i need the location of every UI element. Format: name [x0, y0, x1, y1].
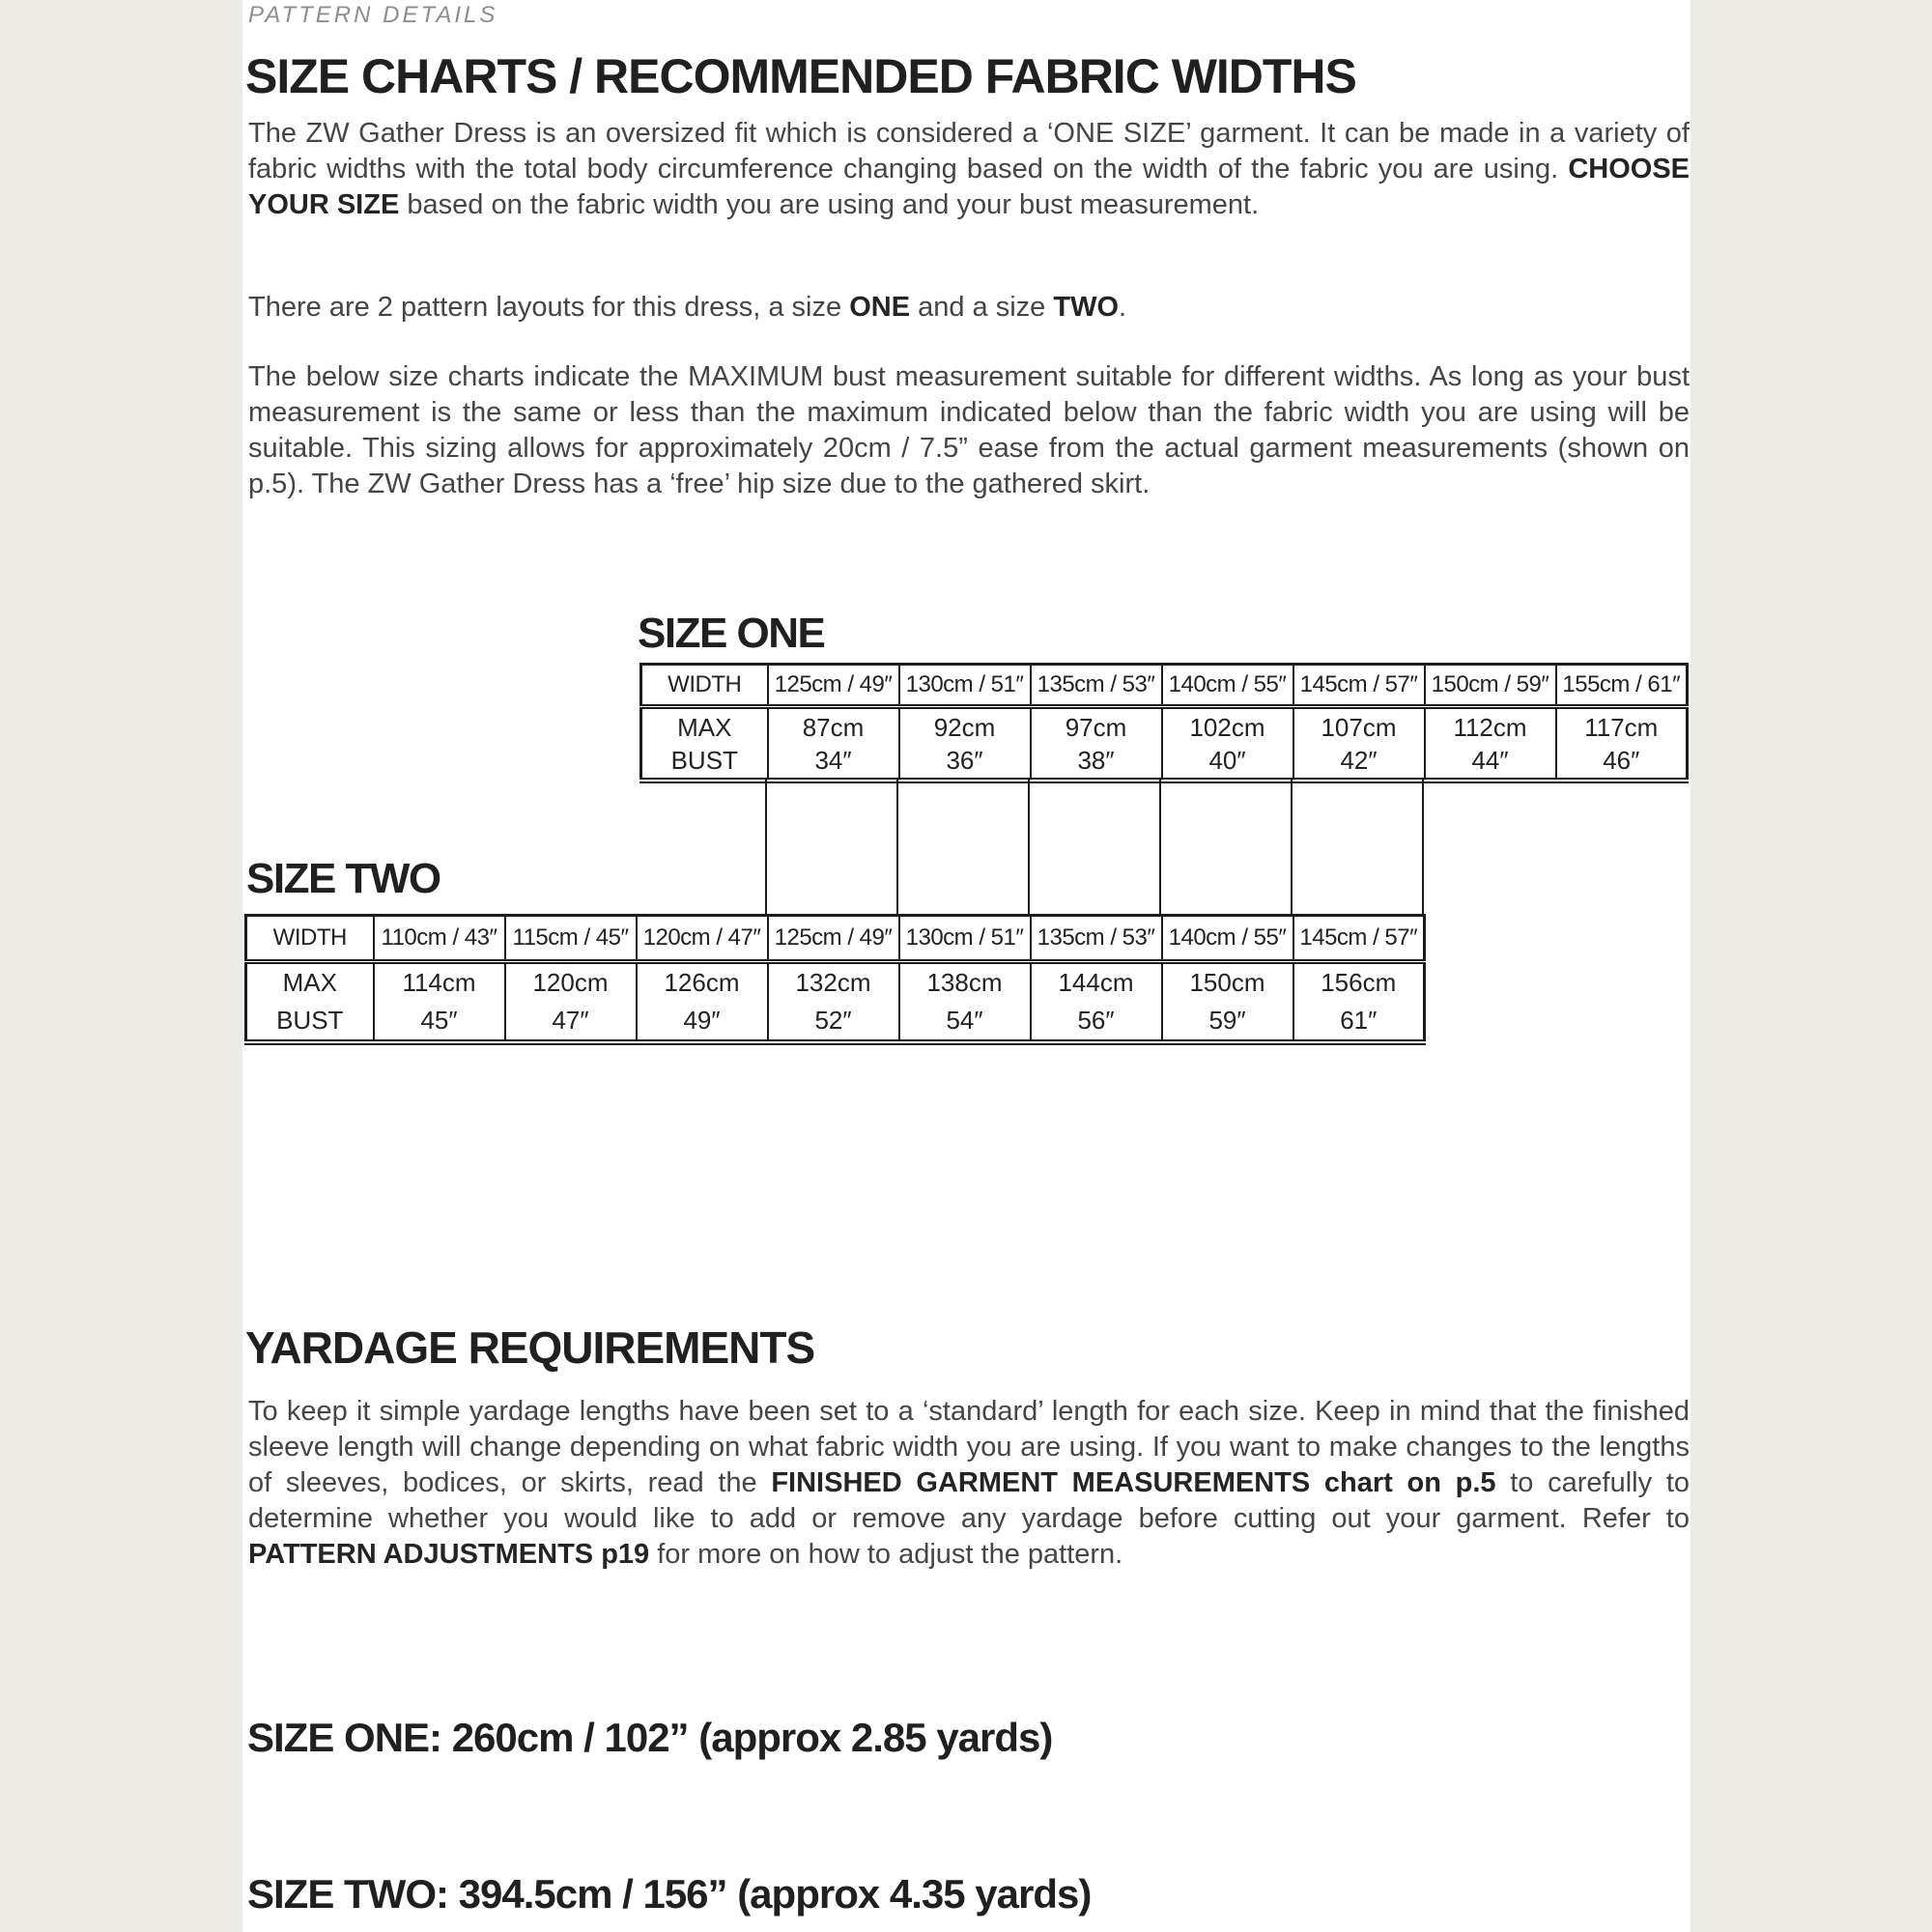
document-page — [242, 0, 1690, 1932]
size-one-max-bust-cell — [1425, 707, 1556, 781]
max-bust-cm: 112cm — [1453, 712, 1527, 742]
kicker-label: PATTERN DETAILS — [248, 2, 498, 28]
max-bust-cm: 114cm — [402, 968, 476, 997]
table-connector-line — [1159, 779, 1161, 915]
max-bust-in: 38″ — [1077, 745, 1115, 775]
size-two-width-cell: 140cm / 55″ — [1162, 916, 1293, 962]
size-one-max-bust-cell — [1293, 707, 1425, 781]
size-two-max-bust-cell — [374, 962, 505, 1043]
max-bust-in: 47″ — [552, 1006, 589, 1035]
max-bust-cm: 92cm — [933, 712, 996, 742]
max-label: MAX — [677, 712, 732, 742]
max-bust-in: 49″ — [683, 1006, 721, 1035]
max-bust-in: 45″ — [420, 1006, 458, 1035]
size-one-width-cell: 145cm / 57″ — [1293, 665, 1425, 707]
size-one-width-cell: 130cm / 51″ — [899, 665, 1031, 707]
yardage-heading: YARDAGE REQUIREMENTS — [245, 1322, 815, 1373]
size-one-width-cell: 155cm / 61″ — [1556, 665, 1688, 707]
size-one-max-bust-row — [641, 707, 1688, 781]
bust-label: BUST — [670, 745, 738, 775]
size-one-width-cell: 150cm / 59″ — [1425, 665, 1556, 707]
page-title: SIZE CHARTS / RECOMMENDED FABRIC WIDTHS — [245, 49, 1356, 103]
table-connector-line — [765, 779, 767, 915]
size-two-width-cell: 120cm / 47″ — [637, 916, 768, 962]
size-two-max-bust-cell — [1293, 962, 1425, 1043]
max-bust-in: 46″ — [1603, 745, 1640, 775]
size-two-max-bust-label — [246, 962, 374, 1043]
table-connector-line — [896, 779, 898, 915]
table-connector-line — [1028, 779, 1030, 915]
size-two-max-bust-cell — [1162, 962, 1293, 1043]
max-bust-in: 59″ — [1208, 1006, 1246, 1035]
max-bust-cm: 156cm — [1321, 968, 1397, 997]
size-one-width-label: WIDTH — [641, 665, 768, 707]
size-two-max-bust-row — [246, 962, 1425, 1043]
size-one-width-cell: 125cm / 49″ — [768, 665, 899, 707]
size-two-max-bust-cell — [637, 962, 768, 1043]
intro-paragraph-2: There are 2 pattern layouts for this dress, a size ONE and a size TWO. — [248, 292, 1127, 323]
size-two-width-label: WIDTH — [246, 916, 374, 962]
max-bust-in: 36″ — [946, 745, 983, 775]
size-two-width-cell: 145cm / 57″ — [1293, 916, 1425, 962]
size-one-max-bust-label — [641, 707, 768, 781]
bust-label: BUST — [276, 1006, 344, 1035]
size-one-max-bust-cell — [1162, 707, 1293, 781]
intro-paragraph-1: The ZW Gather Dress is an oversized fit which is considered a ‘ONE SIZE’ garment. It can be made in a variety of fabric widths with the total body circumference changing based on the width of the fabric you are using. CHOOSE YOUR SIZE based on the fabric width you are using and your bust measurement. — [248, 118, 1690, 220]
max-bust-cm: 87cm — [802, 712, 865, 742]
size-one-max-bust-cell — [1556, 707, 1688, 781]
max-bust-cm: 150cm — [1189, 968, 1265, 997]
max-bust-cm: 117cm — [1584, 712, 1659, 742]
size-one-max-bust-cell — [768, 707, 899, 781]
size-two-max-bust-cell — [768, 962, 899, 1043]
size-two-width-cell: 130cm / 51″ — [899, 916, 1031, 962]
max-bust-cm: 97cm — [1065, 712, 1127, 742]
size-two-table — [244, 914, 1426, 1045]
size-one-max-bust-cell — [1031, 707, 1162, 781]
size-two-max-bust-cell — [505, 962, 637, 1043]
size-one-table — [639, 663, 1689, 783]
size-one-width-cell: 135cm / 53″ — [1031, 665, 1162, 707]
size-two-width-row — [246, 916, 1425, 962]
max-bust-in: 42″ — [1340, 745, 1378, 775]
size-two-width-cell: 110cm / 43″ — [374, 916, 505, 962]
max-bust-in: 44″ — [1471, 745, 1509, 775]
max-bust-cm: 120cm — [532, 968, 609, 997]
max-bust-in: 54″ — [946, 1006, 983, 1035]
max-bust-in: 61″ — [1340, 1006, 1378, 1035]
max-bust-cm: 126cm — [664, 968, 740, 997]
max-bust-in: 34″ — [814, 745, 852, 775]
max-bust-cm: 102cm — [1189, 712, 1265, 742]
max-bust-cm: 138cm — [926, 968, 1003, 997]
size-two-width-cell: 125cm / 49″ — [768, 916, 899, 962]
max-bust-in: 40″ — [1208, 745, 1246, 775]
size-one-width-cell: 140cm / 55″ — [1162, 665, 1293, 707]
max-label: MAX — [282, 968, 337, 997]
size-one-heading: SIZE ONE — [638, 610, 825, 657]
size-two-max-bust-cell — [899, 962, 1031, 1043]
max-bust-cm: 132cm — [795, 968, 871, 997]
table-connector-line — [1291, 779, 1293, 915]
size-two-heading: SIZE TWO — [246, 855, 440, 902]
size-two-width-cell: 135cm / 53″ — [1031, 916, 1162, 962]
max-bust-cm: 144cm — [1058, 968, 1134, 997]
size-one-max-bust-cell — [899, 707, 1031, 781]
size-two-yardage-total: SIZE TWO: 394.5cm / 156” (approx 4.35 yards) — [247, 1871, 1092, 1917]
size-one-width-row — [641, 665, 1688, 707]
size-one-yardage-total: SIZE ONE: 260cm / 102” (approx 2.85 yards) — [247, 1715, 1053, 1760]
max-bust-in: 56″ — [1077, 1006, 1115, 1035]
size-two-width-cell: 115cm / 45″ — [505, 916, 637, 962]
yardage-paragraph: To keep it simple yardage lengths have been set to a ‘standard’ length for each size. Keep in mind that the finished sleeve length will change depending on what fabric width you are using. If you want to make changes to the lengths of sleeves, bodices, or skirts, read the FINISHED GARMENT MEASUREMENTS chart on p.5 to carefully to determine whether you would like to add or remove any yardage before cutting out your garment. Refer to PATTERN ADJUSTMENTS p19 for more on how to adjust the pattern. — [248, 1396, 1690, 1570]
max-bust-in: 52″ — [814, 1006, 852, 1035]
intro-paragraph-3: The below size charts indicate the MAXIMUM bust measurement suitable for different widths. As long as your bust measurement is the same or less than the maximum indicated below than the fabric width you are using will be suitable. This sizing allows for approximately 20cm / 7.5” ease from the actual garment measurements (shown on p.5). The ZW Gather Dress has a ‘free’ hip size due to the gathered skirt. — [248, 361, 1690, 499]
size-two-max-bust-cell — [1031, 962, 1162, 1043]
table-connector-line — [1422, 779, 1424, 915]
max-bust-cm: 107cm — [1321, 712, 1397, 742]
